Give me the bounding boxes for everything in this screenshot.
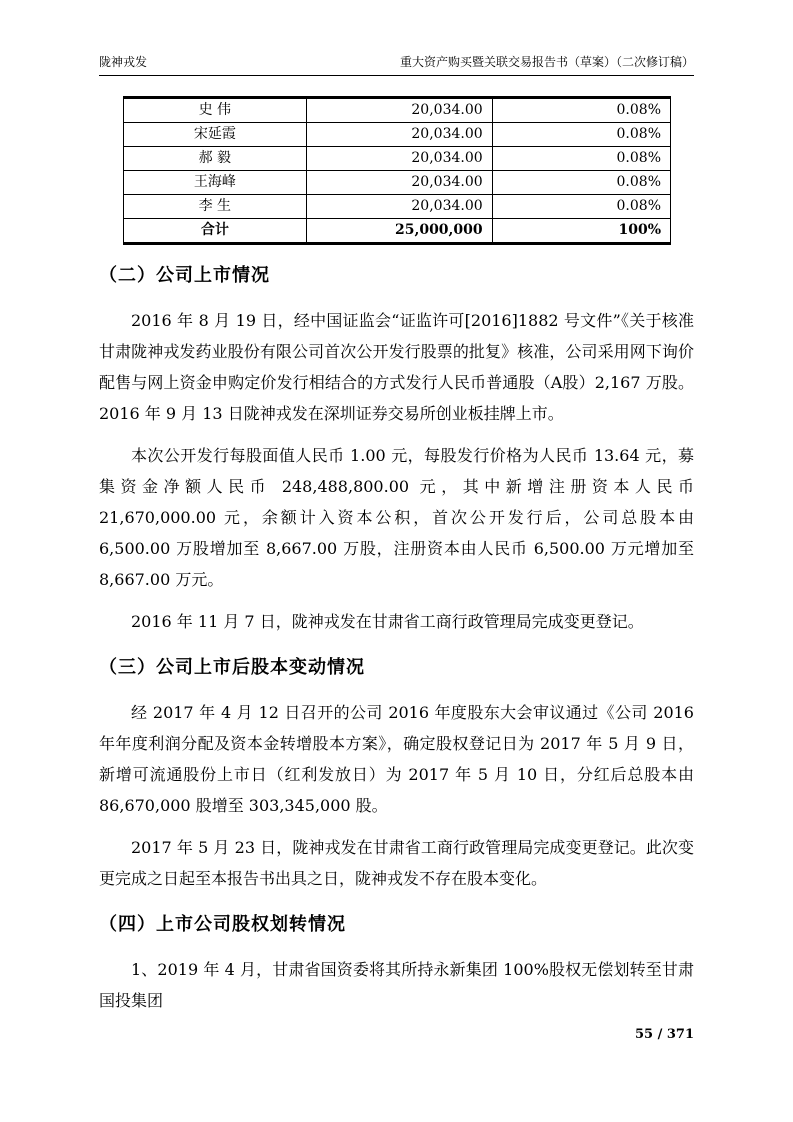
table-row xyxy=(124,147,671,171)
total-ratio-cell: 100% xyxy=(492,219,670,244)
page-content xyxy=(99,0,694,1016)
total-label-cell: 合计 xyxy=(124,219,307,244)
section-heading-listing: （二）公司上市情况 xyxy=(99,265,270,286)
shareholder-name-cell: 郝 毅 xyxy=(124,147,307,171)
paragraph: 经 2017 年 4 月 12 日召开的公司 2016 年度股东大会审议通过《公司 2016 年年度利润分配及资本金转增股本方案》，确定股权登记日为 2017 年 5 月 9 日，新增可流通股份上市日（红利发放日）为 2017 年 5 月 10 日，分红后总股本由 86,670,000 股增至 303,345,000 股。 xyxy=(99,703,694,815)
shares-cell: 20,034.00 xyxy=(306,195,492,219)
shareholder-table xyxy=(123,96,671,245)
header-doc-title: 重大资产购买暨关联交易报告书（草案）（二次修订稿） xyxy=(399,55,694,69)
shareholder-name-cell: 史 伟 xyxy=(124,98,307,123)
shareholder-table-wrapper xyxy=(123,96,671,245)
table-row xyxy=(124,98,671,123)
page-number: 55 / 371 xyxy=(634,1027,694,1042)
table-total-row xyxy=(124,219,671,244)
shares-cell: 20,034.00 xyxy=(306,123,492,147)
shareholder-name-cell: 王海峰 xyxy=(124,171,307,195)
paragraph: 2016 年 8 月 19 日，经中国证监会“证监许可[2016]1882 号文件”《关于核准甘肃陇神戎发药业股份有限公司首次公开发行股票的批复》核准，公司采用网下询价配售与网上资金申购定价发行相结合的方式发行人民币普通股（A股）2,167 万股。2016 年 9 月 13 日陇神戎发在深圳证券交易所创业板挂牌上市。 xyxy=(99,311,694,423)
section-heading-equity-transfer: （四）上市公司股权划转情况 xyxy=(99,914,346,935)
paragraph: 本次公开发行每股面值人民币 1.00 元，每股发行价格为人民币 13.64 元，募集资金净额人民币 248,488,800.00 元，其中新增注册资本人民币 21,670,000.00 元，余额计入资本公积，首次公开发行后，公司总股本由 6,500.00 万股增加至 8,667.00 万股，注册资本由人民币 6,500.00 万元增加至 8,667.00 万元。 xyxy=(99,446,694,589)
page-header xyxy=(99,0,694,76)
table-row xyxy=(124,195,671,219)
shareholder-name-cell: 宋延霞 xyxy=(124,123,307,147)
ratio-cell: 0.08% xyxy=(492,123,670,147)
ratio-cell: 0.08% xyxy=(492,195,670,219)
ratio-cell: 0.08% xyxy=(492,171,670,195)
table-row xyxy=(124,123,671,147)
total-shares-cell: 25,000,000 xyxy=(306,219,492,244)
paragraph: 1、2019 年 4 月，甘肃省国资委将其所持永新集团 100%股权无偿划转至甘肃国投集团 xyxy=(99,960,694,1010)
paragraph: 2017 年 5 月 23 日，陇神戎发在甘肃省工商行政管理局完成变更登记。此次变更完成之日起至本报告书出具之日，陇神戎发不存在股本变化。 xyxy=(99,838,694,888)
shareholder-name-cell: 李 生 xyxy=(124,195,307,219)
shares-cell: 20,034.00 xyxy=(306,171,492,195)
ratio-cell: 0.08% xyxy=(492,98,670,123)
shares-cell: 20,034.00 xyxy=(306,98,492,123)
shares-cell: 20,034.00 xyxy=(306,147,492,171)
table-row xyxy=(124,171,671,195)
paragraph: 2016 年 11 月 7 日，陇神戎发在甘肃省工商行政管理局完成变更登记。 xyxy=(131,612,644,631)
section-heading-share-changes: （三）公司上市后股本变动情况 xyxy=(99,657,365,678)
ratio-cell: 0.08% xyxy=(492,147,670,171)
header-company-name: 陇神戎发 xyxy=(99,55,148,69)
